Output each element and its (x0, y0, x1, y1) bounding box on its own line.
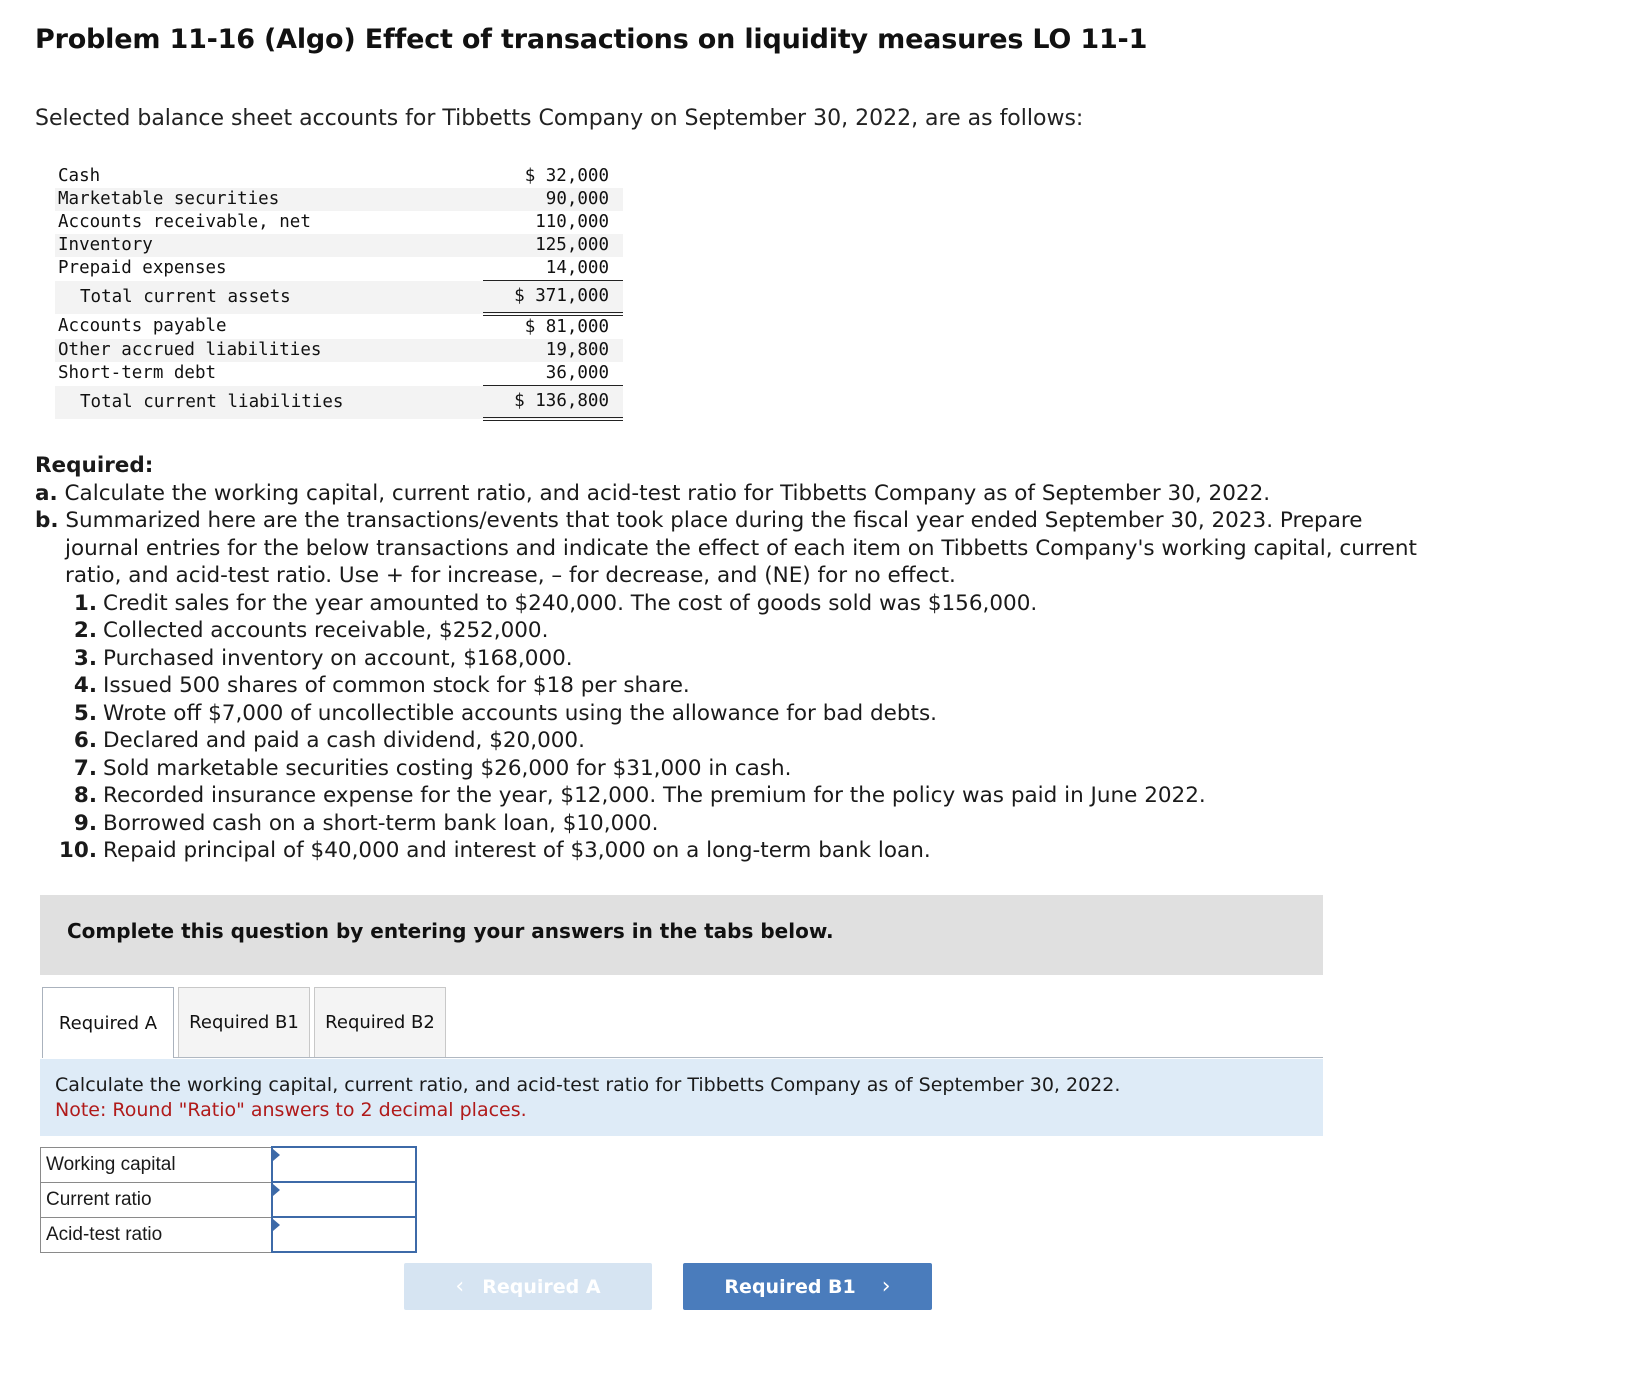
account-label: Accounts receivable, net (58, 212, 311, 232)
account-amount: $ 32,000 (524, 166, 609, 186)
item-marker: b. (35, 508, 59, 533)
item-number: 4. (73, 673, 97, 698)
tab-required-b2[interactable]: Required B2 (314, 987, 446, 1057)
required-a (35, 480, 1425, 508)
item-number: 8. (73, 783, 97, 808)
answer-table (40, 1146, 417, 1253)
list-item (35, 837, 1425, 865)
item-number: 2. (73, 618, 97, 643)
list-item (35, 617, 1425, 645)
current-ratio-label: Current ratio (41, 1182, 273, 1217)
table-row (41, 1217, 417, 1252)
item-number: 6. (73, 728, 97, 753)
instruction-text: Calculate the working capital, current ratio, and acid-test ratio for Tibbetts Company as of September 30, 2022. (55, 1074, 1121, 1096)
list-item (35, 727, 1425, 755)
required-section (35, 452, 1425, 865)
working-capital-label: Working capital (41, 1147, 273, 1182)
table-row (55, 234, 623, 257)
account-amount: 19,800 (483, 339, 623, 362)
account-label: Cash (58, 166, 101, 186)
account-label: Marketable securities (55, 188, 483, 211)
item-text: Borrowed cash on a short-term bank loan, $10,000. (103, 810, 659, 836)
account-amount: 125,000 (483, 234, 623, 257)
working-capital-input[interactable] (273, 1149, 415, 1180)
required-heading: Required: (35, 453, 154, 478)
required-b-text: Summarized here are the transactions/events that took place during the fiscal year ended September 30, 2023. Prepare journal entries for the below transactions and indicate the effect of each item on Tibbetts Company's working capital, current ratio, and acid-test ratio. Use + for increase, – for decrease, and (NE) for no effect. (65, 508, 1417, 588)
table-row (55, 211, 623, 234)
chevron-right-icon: › (881, 1274, 891, 1299)
prev-button-label: Required A (482, 1275, 601, 1298)
item-number: 10. (58, 838, 97, 863)
next-required-b1-button[interactable] (683, 1263, 932, 1310)
item-text: Purchased inventory on account, $168,000. (103, 645, 573, 671)
item-number: 9. (73, 810, 97, 836)
account-amount: 14,000 (483, 257, 623, 281)
total-amount: $ 136,800 (483, 386, 623, 420)
table-row (55, 339, 623, 362)
rounding-note: Note: Round "Ratio" answers to 2 decimal places. (55, 1099, 527, 1121)
list-item (35, 755, 1425, 783)
balance-sheet-table (55, 165, 623, 421)
current-ratio-input[interactable] (273, 1184, 415, 1215)
table-row (41, 1182, 417, 1217)
list-item (35, 810, 1425, 838)
page-title: Problem 11-16 (Algo) Effect of transactions on liquidity measures LO 11-1 (35, 24, 1148, 55)
required-b (35, 507, 1425, 590)
list-item (35, 590, 1425, 618)
item-text: Credit sales for the year amounted to $240,000. The cost of goods sold was $156,000. (103, 590, 1038, 616)
transaction-list (35, 590, 1425, 865)
table-row (55, 314, 623, 339)
table-row (55, 165, 623, 188)
tab-bar (42, 987, 1323, 1058)
account-amount: 110,000 (535, 212, 609, 232)
item-marker: a. (35, 480, 58, 506)
total-amount: $ 371,000 (483, 281, 623, 315)
table-row (55, 188, 623, 211)
account-label: Accounts payable (58, 316, 227, 336)
tab-required-b1[interactable]: Required B1 (178, 987, 310, 1057)
total-label: Total current assets (55, 281, 483, 315)
account-amount: 36,000 (483, 362, 623, 386)
tab-required-a[interactable]: Required A (42, 987, 174, 1058)
account-label: Prepaid expenses (58, 258, 227, 279)
item-number: 7. (73, 755, 97, 781)
current-ratio-cell (272, 1182, 416, 1217)
table-row (55, 362, 623, 386)
required-a-text: Calculate the working capital, current ratio, and acid-test ratio for Tibbetts Company as of September 30, 2022. (64, 480, 1271, 506)
chevron-left-icon: ‹ (455, 1274, 465, 1299)
item-text: Repaid principal of $40,000 and interest of $3,000 on a long-term bank loan. (103, 838, 931, 863)
list-item (35, 782, 1425, 810)
next-button-label: Required B1 (724, 1275, 856, 1298)
total-label: Total current liabilities (55, 386, 483, 420)
account-amount: $ 81,000 (524, 317, 609, 337)
intro-text: Selected balance sheet accounts for Tibbetts Company on September 30, 2022, are as follows: (35, 106, 1084, 131)
account-label: Short-term debt (58, 363, 217, 384)
item-text: Declared and paid a cash dividend, $20,000. (103, 728, 585, 753)
item-number: 5. (73, 700, 97, 726)
table-row (55, 386, 623, 420)
item-text: Collected accounts receivable, $252,000. (103, 618, 549, 643)
account-label: Other accrued liabilities (55, 339, 483, 362)
item-number: 1. (73, 590, 97, 616)
item-text: Recorded insurance expense for the year, $12,000. The premium for the policy was paid in June 2022. (103, 783, 1206, 808)
item-text: Wrote off $7,000 of uncollectible accounts using the allowance for bad debts. (103, 700, 937, 726)
acid-test-ratio-input[interactable] (273, 1219, 415, 1250)
working-capital-cell (272, 1147, 416, 1182)
table-row (55, 281, 623, 315)
table-row (55, 257, 623, 281)
tab-divider (42, 1057, 1323, 1058)
list-item (35, 645, 1425, 673)
list-item (35, 700, 1425, 728)
item-text: Issued 500 shares of common stock for $18 per share. (103, 673, 690, 698)
item-text: Sold marketable securities costing $26,000 for $31,000 in cash. (103, 755, 792, 781)
instructions-banner (40, 895, 1323, 975)
table-row (41, 1147, 417, 1182)
item-number: 3. (73, 645, 97, 671)
banner-text: Complete this question by entering your answers in the tabs below. (67, 919, 834, 943)
acid-test-ratio-label: Acid-test ratio (41, 1217, 273, 1252)
prev-required-a-button[interactable] (404, 1263, 652, 1310)
instruction-panel (40, 1059, 1323, 1136)
list-item (35, 672, 1425, 700)
account-label: Inventory (55, 234, 483, 257)
account-amount: 90,000 (483, 188, 623, 211)
acid-test-ratio-cell (272, 1217, 416, 1252)
